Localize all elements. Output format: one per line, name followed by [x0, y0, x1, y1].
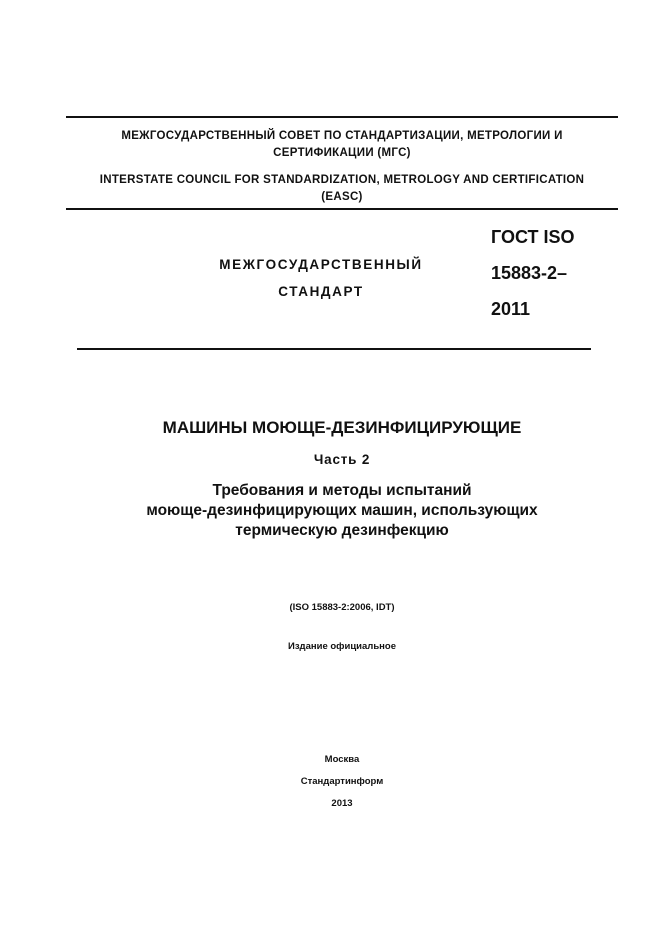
iso-reference: (ISO 15883-2:2006, IDT): [289, 602, 395, 613]
standard-number-line-2: 15883-2–: [491, 263, 568, 283]
council-name-ru: [66, 128, 618, 162]
standard-kind: [190, 251, 452, 305]
standard-number-line-3: 2011: [491, 299, 531, 319]
document-title: МАШИНЫ МОЮЩЕ-ДЕЗИНФИЦИРУЮЩИЕ: [162, 418, 522, 437]
standard-kind-line-2: СТАНДАРТ: [278, 284, 364, 299]
council-en-line-1: INTERSTATE COUNCIL FOR STANDARDIZATION, METROLOGY AND CERTIFICATION: [99, 174, 585, 186]
standard-kind-line-1: МЕЖГОСУДАРСТВЕННЫЙ: [219, 257, 423, 272]
top-rule: [66, 116, 618, 118]
edition-label: Издание официальное: [288, 641, 396, 652]
imprint-city: Москва: [324, 754, 360, 765]
council-ru-line-1: МЕЖГОСУДАРСТВЕННЫЙ СОВЕТ ПО СТАНДАРТИЗАЦИИ, МЕТРОЛОГИИ И: [121, 130, 563, 142]
imprint-publisher: Стандартинформ: [300, 776, 384, 787]
council-ru-line-2: СЕРТИФИКАЦИИ (МГС): [273, 147, 411, 159]
part-label: Часть 2: [313, 452, 371, 467]
imprint-year: 2013: [331, 798, 353, 809]
council-divider-rule: [66, 208, 618, 210]
council-en-line-2: (EASC): [321, 191, 363, 203]
document-subtitle: [60, 481, 624, 541]
subtitle-line-2: моюще-дезинфицирующих машин, использующих: [146, 502, 538, 519]
header-bottom-rule: [77, 348, 591, 350]
standard-number-line-1: ГОСТ ISO: [491, 227, 575, 247]
subtitle-line-3: термическую дезинфекцию: [235, 522, 449, 539]
standard-number: [491, 219, 575, 327]
subtitle-line-1: Требования и методы испытаний: [212, 482, 472, 499]
council-name-en: [66, 172, 618, 206]
